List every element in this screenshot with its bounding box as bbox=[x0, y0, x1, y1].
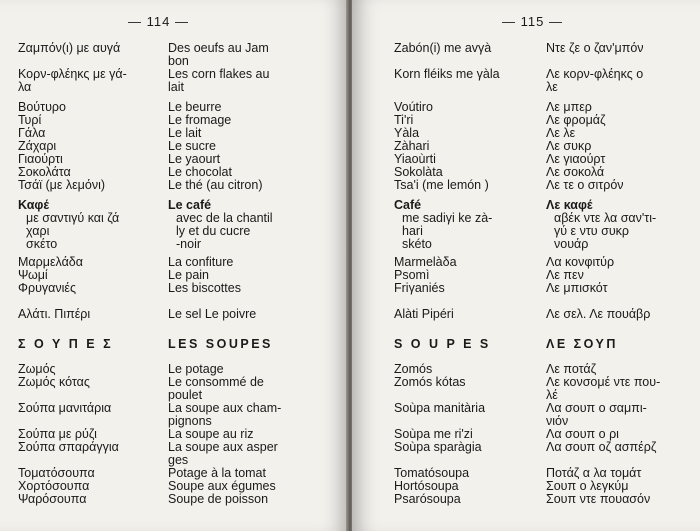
phrase-translation bbox=[546, 441, 656, 454]
phrase-line: Σοκολάτα bbox=[18, 165, 71, 179]
phrase-source bbox=[18, 493, 86, 506]
phrase-source bbox=[18, 212, 119, 251]
phrase-line: avec de la chantil bbox=[176, 211, 273, 225]
phrase-line: Λε ποτάζ bbox=[546, 362, 597, 376]
phrase-line: Ti'ri bbox=[394, 113, 414, 127]
phrase-line: ly et du cucre bbox=[176, 224, 251, 238]
phrase-line: Γάλα bbox=[18, 126, 46, 140]
phrase-line: Λε συκρ bbox=[546, 139, 592, 153]
phrase-line: Le pain bbox=[168, 268, 210, 282]
phrase-line: σκέτο bbox=[26, 237, 58, 251]
phrase-line: Le café bbox=[168, 198, 212, 212]
phrase-line: -noir bbox=[176, 237, 202, 251]
phrase-line: Zomós bbox=[394, 362, 433, 376]
phrase-line: Hortósoupa bbox=[394, 479, 459, 493]
phrase-line: pignons bbox=[168, 414, 212, 428]
phrase-line: Σουπ ο λεγκύμ bbox=[546, 479, 629, 493]
phrase-line: Χορτόσουπα bbox=[18, 479, 90, 493]
phrase-source bbox=[394, 212, 492, 251]
phrase-line: Λε γιαούρτ bbox=[546, 152, 606, 166]
phrase-line: Ζωμός bbox=[18, 362, 56, 376]
phrase-source bbox=[394, 338, 491, 351]
phrase-source bbox=[18, 441, 119, 454]
phrase-line: Λε φρομάζ bbox=[546, 113, 606, 127]
phrase-line: Λα κονφιτύρ bbox=[546, 255, 615, 269]
phrase-line: Λε λε bbox=[546, 126, 576, 140]
phrase-line: Μαρμελάδα bbox=[18, 255, 83, 269]
phrase-line: Λα σουπ ο ρι bbox=[546, 427, 619, 441]
phrase-line: Zabón(i) me avγà bbox=[394, 41, 492, 55]
phrase-line: Zàhari bbox=[394, 139, 430, 153]
phrase-translation bbox=[546, 179, 624, 192]
phrase-line: αβέκ ντε λα σαν'τι- bbox=[554, 211, 657, 225]
phrase-line: Λε κονσομέ ντε που- bbox=[546, 375, 661, 389]
phrase-line: Λε καφέ bbox=[546, 198, 593, 212]
phrase-line: Ζαμπόν(ι) με αυγά bbox=[18, 41, 121, 55]
phrase-line: bon bbox=[168, 54, 189, 68]
phrase-line: Sokolàta bbox=[394, 165, 443, 179]
phrase-line: ΛΕ ΣΟΥΠ bbox=[546, 337, 618, 351]
phrase-source bbox=[18, 179, 105, 192]
phrase-line: S O U P E S bbox=[394, 337, 491, 351]
phrase-line: χαρι bbox=[26, 224, 50, 238]
phrase-line: Tomatósoupa bbox=[394, 466, 470, 480]
phrase-line: Γιαούρτι bbox=[18, 152, 63, 166]
phrase-line: Yiaoùrti bbox=[394, 152, 436, 166]
phrase-translation bbox=[168, 179, 263, 192]
phrase-translation bbox=[168, 308, 256, 321]
phrase-line: Σ Ο Υ Π Ε Σ bbox=[18, 337, 114, 351]
phrase-line: με σαντιγύ και ζά bbox=[26, 211, 120, 225]
phrase-line: Ψαρόσουπα bbox=[18, 492, 87, 506]
phrase-line: Le beurre bbox=[168, 100, 222, 114]
phrase-translation bbox=[168, 493, 268, 506]
phrase-line: Σούπα σπαράγγια bbox=[18, 440, 119, 454]
phrase-line: Soùpa sparàgia bbox=[394, 440, 482, 454]
phrase-line: me sadiγi ke zà- bbox=[402, 211, 493, 225]
phrase-line: Σούπα μανιτάρια bbox=[18, 401, 112, 415]
phrase-line: Σουπ ντε πουασόν bbox=[546, 492, 651, 506]
phrase-line: Le yaourt bbox=[168, 152, 221, 166]
phrase-source bbox=[394, 179, 489, 192]
phrase-line: Λε μπισκότ bbox=[546, 281, 608, 295]
phrase-line: νουάρ bbox=[554, 237, 589, 251]
right-page bbox=[352, 0, 700, 531]
phrase-line: LES SOUPES bbox=[168, 337, 273, 351]
phrase-translation bbox=[168, 68, 269, 94]
phrase-line: Τοματόσουπα bbox=[18, 466, 95, 480]
phrase-line: hari bbox=[402, 224, 423, 238]
phrase-translation bbox=[546, 338, 618, 351]
phrase-source bbox=[394, 376, 466, 389]
phrase-line: Potage à la tomat bbox=[168, 466, 266, 480]
phrase-translation bbox=[546, 212, 656, 251]
phrase-line: Βούτυρο bbox=[18, 100, 66, 114]
phrase-line: Soùpa manitària bbox=[394, 401, 486, 415]
phrase-line: Λα σουπ ο σαμπι- bbox=[546, 401, 647, 415]
phrase-line: Ντε ζε ο ζαν'μπόν bbox=[546, 41, 644, 55]
phrase-source bbox=[394, 441, 482, 454]
left-page bbox=[0, 0, 348, 531]
phrase-translation bbox=[168, 42, 269, 68]
phrase-line: Le lait bbox=[168, 126, 202, 140]
phrase-line: Psarósoupa bbox=[394, 492, 461, 506]
phrase-line: Λα σουπ οζ ασπέρζ bbox=[546, 440, 657, 454]
phrase-line: Καφέ bbox=[18, 198, 50, 212]
phrase-translation bbox=[546, 493, 650, 506]
phrase-line: Φρυγανιές bbox=[18, 281, 77, 295]
phrase-line: Alàti Pipéri bbox=[394, 307, 454, 321]
phrase-source bbox=[18, 376, 90, 389]
phrase-source bbox=[394, 42, 491, 55]
phrase-line: Le consommé de bbox=[168, 375, 264, 389]
phrase-translation bbox=[546, 282, 608, 295]
page-number-left: — 114 — bbox=[128, 14, 189, 29]
phrase-line: Λε σελ. Λε πουάβρ bbox=[546, 307, 651, 321]
phrase-line: Café bbox=[394, 198, 422, 212]
phrase-source bbox=[18, 402, 111, 415]
phrase-line: Λε κορν-φλέηκς ο bbox=[546, 67, 644, 81]
phrase-translation bbox=[168, 441, 278, 467]
phrase-translation bbox=[546, 308, 650, 321]
phrase-line: Zomós kótas bbox=[394, 375, 466, 389]
phrase-source bbox=[18, 68, 127, 94]
phrase-translation bbox=[168, 282, 241, 295]
phrase-line: Yàla bbox=[394, 126, 420, 140]
phrase-line: νιόν bbox=[546, 414, 569, 428]
phrase-line: Ζωμός κότας bbox=[18, 375, 90, 389]
phrase-source bbox=[18, 308, 90, 321]
phrase-line: Σούπα με ρύζι bbox=[18, 427, 97, 441]
page-number-right: — 115 — bbox=[502, 14, 563, 29]
phrase-line: Soupe aux égumes bbox=[168, 479, 276, 493]
phrase-translation bbox=[546, 68, 643, 94]
phrase-source bbox=[18, 338, 113, 351]
phrase-line: La soupe aux asper bbox=[168, 440, 278, 454]
phrase-translation bbox=[546, 376, 660, 402]
phrase-translation bbox=[168, 212, 273, 251]
phrase-line: Marmelàδa bbox=[394, 255, 457, 269]
phrase-line: Ποτάζ α λα τομάτ bbox=[546, 466, 642, 480]
phrase-translation bbox=[168, 376, 264, 402]
phrase-line: lait bbox=[168, 80, 184, 94]
phrase-line: Λε σοκολά bbox=[546, 165, 605, 179]
phrase-line: Voútiro bbox=[394, 100, 433, 114]
phrase-line: Tsa'i (me lemón ) bbox=[394, 178, 489, 192]
phrase-line: γύ ε ντυ συκρ bbox=[554, 224, 630, 238]
phrase-line: Les corn flakes au bbox=[168, 67, 270, 81]
phrase-line: Soùpa me ri'zi bbox=[394, 427, 473, 441]
phrase-line: Τυρί bbox=[18, 113, 42, 127]
phrase-translation bbox=[546, 402, 647, 428]
phrase-line: Le potage bbox=[168, 362, 224, 376]
phrase-line: Le chocolat bbox=[168, 165, 232, 179]
phrase-line: Les biscottes bbox=[168, 281, 241, 295]
phrase-source bbox=[394, 402, 485, 415]
phrase-line: Κορν-φλέηκς με γά- bbox=[18, 67, 127, 81]
phrase-line: Le thé (au citron) bbox=[168, 178, 263, 192]
phrase-line: Soupe de poisson bbox=[168, 492, 269, 506]
phrase-line: Le sucre bbox=[168, 139, 216, 153]
phrase-line: Le fromage bbox=[168, 113, 232, 127]
phrase-line: La soupe aux cham- bbox=[168, 401, 282, 415]
phrase-line: λέ bbox=[546, 388, 558, 402]
phrase-line: Λε πεν bbox=[546, 268, 584, 282]
phrase-line: Λε μπερ bbox=[546, 100, 592, 114]
phrase-line: Psomì bbox=[394, 268, 430, 282]
phrase-line: ges bbox=[168, 453, 189, 467]
phrase-translation bbox=[168, 402, 281, 428]
phrase-source bbox=[394, 68, 500, 81]
phrase-line: poulet bbox=[168, 388, 203, 402]
phrase-translation bbox=[168, 338, 273, 351]
phrase-source bbox=[394, 282, 445, 295]
phrase-source bbox=[394, 308, 454, 321]
phrase-line: λα bbox=[18, 80, 32, 94]
phrase-line: λε bbox=[546, 80, 558, 94]
phrase-line: Des oeufs au Jam bbox=[168, 41, 269, 55]
phrase-source bbox=[394, 493, 461, 506]
phrase-line: Ζάχαρι bbox=[18, 139, 57, 153]
phrase-line: Ψωμί bbox=[18, 268, 48, 282]
phrase-line: Friγaniés bbox=[394, 281, 445, 295]
phrase-source bbox=[18, 42, 120, 55]
phrase-line: Αλάτι. Πιπέρι bbox=[18, 307, 91, 321]
phrase-line: Le sel Le poivre bbox=[168, 307, 257, 321]
phrase-line: La soupe au riz bbox=[168, 427, 254, 441]
phrase-line: Λε τε ο σιτρόν bbox=[546, 178, 624, 192]
phrase-translation bbox=[546, 42, 644, 55]
phrase-line: La confiture bbox=[168, 255, 234, 269]
phrase-source bbox=[18, 282, 76, 295]
phrase-line: skéto bbox=[402, 237, 432, 251]
phrase-line: Korn fléiks me γàla bbox=[394, 67, 500, 81]
phrase-line: Τσάϊ (με λεμόνι) bbox=[18, 178, 106, 192]
